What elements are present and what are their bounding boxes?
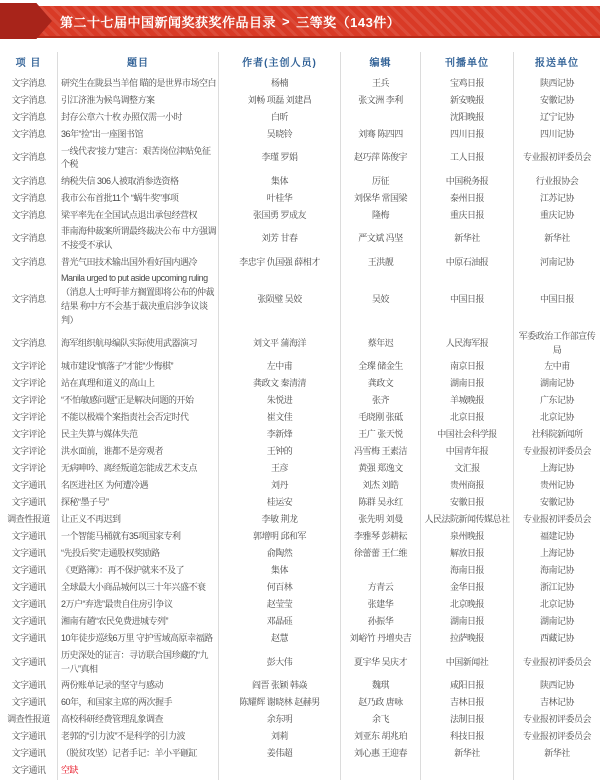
cell-title: 研究生在陇县当羊倌 瞄的是世界市场空白 bbox=[57, 76, 218, 93]
cell-authors: 姜伟超 bbox=[218, 746, 340, 763]
cell-publisher bbox=[420, 763, 513, 780]
cell-editors: 王兵 bbox=[340, 76, 420, 93]
cell-category: 文字通讯 bbox=[11, 582, 46, 593]
cell-submitter: 陕西记协 bbox=[513, 678, 600, 695]
cell-publisher: 湖南日报 bbox=[420, 614, 513, 631]
cell-authors: 张国勇 罗成友 bbox=[218, 207, 340, 224]
table-row bbox=[0, 190, 600, 207]
cell-authors: 李忠宇 仇国强 薛相才 bbox=[218, 254, 340, 271]
table-row bbox=[0, 563, 600, 580]
table-row bbox=[0, 254, 600, 271]
cell-editors: 冯雪梅 王素洁 bbox=[340, 444, 420, 461]
cell-submitter: 上海记协 bbox=[513, 461, 600, 478]
table-row bbox=[0, 678, 600, 695]
cell-publisher: 北京日报 bbox=[420, 410, 513, 427]
breadcrumb-current-page: 三等奖（143件） bbox=[296, 14, 401, 30]
cell-category: 文字通讯 bbox=[11, 680, 46, 691]
cell-title: 一线代表“接力”建言：艰苦岗位津贴免征个税 bbox=[57, 144, 218, 174]
cell-submitter: 福建记协 bbox=[513, 529, 600, 546]
cell-submitter: 社科院新闻所 bbox=[513, 427, 600, 444]
cell-category: 文字消息 bbox=[11, 175, 46, 186]
table-row bbox=[0, 597, 600, 614]
cell-authors: 崔文佳 bbox=[218, 410, 340, 427]
cell-title: 历史深处的证言：寻访联合国珍藏的“九一八”真相 bbox=[57, 648, 218, 678]
cell-editors: 方青云 bbox=[340, 580, 420, 597]
cell-editors: 陈群 吴永红 bbox=[340, 495, 420, 512]
cell-publisher: 重庆日报 bbox=[420, 207, 513, 224]
breadcrumb bbox=[60, 12, 400, 31]
cell-authors: 余东明 bbox=[218, 712, 340, 729]
cell-publisher: 中国日报 bbox=[420, 271, 513, 329]
cell-authors: 刘文平 蒲海洋 bbox=[218, 329, 340, 359]
cell-submitter: 湖南记协 bbox=[513, 376, 600, 393]
header-col-authors: 作者(主创人员) bbox=[218, 52, 340, 76]
cell-publisher: 中国税务报 bbox=[420, 173, 513, 190]
cell-editors: 徐蕾蕾 王仁维 bbox=[340, 546, 420, 563]
cell-title: 无病呻吟、离经叛道怎能成艺术支点 bbox=[57, 461, 218, 478]
cell-editors: 张先明 刘曼 bbox=[340, 512, 420, 529]
table-row bbox=[0, 93, 600, 110]
breadcrumb-separator: > bbox=[282, 13, 291, 29]
cell-submitter: 陕西记协 bbox=[513, 76, 600, 93]
cell-title: 10年徒步巡线6万里 守护雪域高原幸福路 bbox=[57, 631, 218, 648]
cell-category: 调查性报道 bbox=[7, 714, 50, 725]
cell-editors: 刘保华 常国梁 bbox=[340, 190, 420, 207]
cell-submitter: 行业报协会 bbox=[513, 173, 600, 190]
cell-category: 文字通讯 bbox=[11, 731, 46, 742]
cell-category: 文字通讯 bbox=[11, 497, 46, 508]
table-row bbox=[0, 207, 600, 224]
cell-editors: 刘亚东 胡兆珀 bbox=[340, 729, 420, 746]
table-row bbox=[0, 478, 600, 495]
cell-title: 一个智能马桶就有35项国家专利 bbox=[57, 529, 218, 546]
cell-submitter: 上海记协 bbox=[513, 546, 600, 563]
cell-title: 站在真理和道义的高山上 bbox=[57, 376, 218, 393]
cell-authors: 邓晶砡 bbox=[218, 614, 340, 631]
cell-editors: 赵乃政 唐咏 bbox=[340, 695, 420, 712]
cell-title: 空缺 bbox=[57, 763, 218, 780]
table-row bbox=[0, 427, 600, 444]
cell-category: 文字消息 bbox=[11, 256, 46, 267]
cell-authors bbox=[218, 763, 340, 780]
cell-publisher: 人民海军报 bbox=[420, 329, 513, 359]
cell-submitter: 北京记协 bbox=[513, 597, 600, 614]
cell-submitter: 安徽记协 bbox=[513, 93, 600, 110]
cell-category: 文字评论 bbox=[11, 412, 46, 423]
cell-authors: 李新烽 bbox=[218, 427, 340, 444]
header-col-submitter: 报送单位 bbox=[513, 52, 600, 76]
cell-authors: 刘畅 项磊 刘建昌 bbox=[218, 93, 340, 110]
cell-publisher: 拉萨晚报 bbox=[420, 631, 513, 648]
table-row bbox=[0, 127, 600, 144]
cell-submitter: 浙江记协 bbox=[513, 580, 600, 597]
cell-category: 文字评论 bbox=[11, 378, 46, 389]
cell-title: 纳税失信 306人被取消参选资格 bbox=[57, 173, 218, 190]
cell-category: 文字消息 bbox=[11, 192, 46, 203]
cell-title: 《更路簿》：再不保护就来不及了 bbox=[57, 563, 218, 580]
cell-editors: 严文斌 冯坚 bbox=[340, 224, 420, 254]
cell-authors: 白昕 bbox=[218, 110, 340, 127]
cell-editors: 龚政文 bbox=[340, 376, 420, 393]
table-row bbox=[0, 763, 600, 780]
cell-submitter: 辽宁记协 bbox=[513, 110, 600, 127]
cell-authors: 龚政文 秦清清 bbox=[218, 376, 340, 393]
cell-title: 菲南海仲裁案所谓最终裁决公布 中方强调不接受不承认 bbox=[57, 224, 218, 254]
cell-category: 文字通讯 bbox=[11, 697, 46, 708]
table-row bbox=[0, 729, 600, 746]
cell-title: 老郭的“引力波”不是科学的引力波 bbox=[57, 729, 218, 746]
cell-authors: 集体 bbox=[218, 563, 340, 580]
cell-publisher: 南京日报 bbox=[420, 359, 513, 376]
cell-authors: 杨楠 bbox=[218, 76, 340, 93]
cell-editors: 蔡年迟 bbox=[340, 329, 420, 359]
cell-publisher: 中国青年报 bbox=[420, 444, 513, 461]
cell-editors: 隆梅 bbox=[340, 207, 420, 224]
cell-title: Manila urged to put aside upcoming ruling（消息人士呼吁菲方搁置即将公布的仲裁结果 称中方不会基于裁决重启涉争议谈判） bbox=[57, 271, 218, 329]
cell-title: （脱贫攻坚）记者手记：羊小平砸缸 bbox=[57, 746, 218, 763]
header-col-editors: 编辑 bbox=[340, 52, 420, 76]
cell-submitter: 安徽记协 bbox=[513, 495, 600, 512]
table-row bbox=[0, 376, 600, 393]
cell-title: 不能以极端个案指责社会否定时代 bbox=[57, 410, 218, 427]
cell-submitter: 专业报初评委员会 bbox=[513, 729, 600, 746]
cell-publisher: 新安晚报 bbox=[420, 93, 513, 110]
table-row bbox=[0, 329, 600, 359]
cell-title: “不怕敏感问题”正是解决问题的开始 bbox=[57, 393, 218, 410]
cell-editors: 赵巧萍 陈俊宇 bbox=[340, 144, 420, 174]
table-row bbox=[0, 461, 600, 478]
cell-publisher: 咸阳日报 bbox=[420, 678, 513, 695]
cell-authors: 刘芳 甘春 bbox=[218, 224, 340, 254]
cell-editors: 张建华 bbox=[340, 597, 420, 614]
cell-publisher: 新华社 bbox=[420, 224, 513, 254]
cell-title: 城市建设“慎落子”才能“少悔棋” bbox=[57, 359, 218, 376]
cell-editors bbox=[340, 110, 420, 127]
cell-category: 文字通讯 bbox=[11, 599, 46, 610]
cell-title: 名医进社区 为何遭冷遇 bbox=[57, 478, 218, 495]
table-row bbox=[0, 695, 600, 712]
table-row bbox=[0, 712, 600, 729]
header-col-category: 项 目 bbox=[15, 58, 42, 69]
cell-submitter: 四川记协 bbox=[513, 127, 600, 144]
cell-submitter: 中国日报 bbox=[513, 271, 600, 329]
cell-category: 文字消息 bbox=[11, 337, 46, 348]
cell-authors: 赵慧 bbox=[218, 631, 340, 648]
table-row bbox=[0, 224, 600, 254]
cell-title: 普光气田技术输出国外看好国内遇冷 bbox=[57, 254, 218, 271]
cell-title: 引江济淮为候鸟调整方案 bbox=[57, 93, 218, 110]
table-row bbox=[0, 631, 600, 648]
cell-submitter: 河南记协 bbox=[513, 254, 600, 271]
cell-submitter: 吉林记协 bbox=[513, 695, 600, 712]
cell-category: 文字通讯 bbox=[11, 765, 46, 776]
cell-category: 文字通讯 bbox=[11, 480, 46, 491]
table-row bbox=[0, 173, 600, 190]
cell-authors: 朱悦进 bbox=[218, 393, 340, 410]
cell-title: 海军组织航母编队实际使用武器演习 bbox=[57, 329, 218, 359]
cell-publisher: 中原石油报 bbox=[420, 254, 513, 271]
cell-editors: 全璨 储金生 bbox=[340, 359, 420, 376]
table-row bbox=[0, 76, 600, 93]
cell-editors: 孙振华 bbox=[340, 614, 420, 631]
table-header-row bbox=[0, 52, 600, 76]
cell-submitter: 专业报初评委员会 bbox=[513, 144, 600, 174]
cell-title: 让正义不再迟到 bbox=[57, 512, 218, 529]
table-row bbox=[0, 580, 600, 597]
header-col-publisher: 刊播单位 bbox=[420, 52, 513, 76]
cell-authors: 郭增明 邱和军 bbox=[218, 529, 340, 546]
table-row bbox=[0, 444, 600, 461]
cell-title: 两份账单记录的坚守与感动 bbox=[57, 678, 218, 695]
cell-authors: 集体 bbox=[218, 173, 340, 190]
cell-publisher: 沈阳晚报 bbox=[420, 110, 513, 127]
cell-title: 探秘“墨子号” bbox=[57, 495, 218, 512]
cell-publisher: 吉林日报 bbox=[420, 695, 513, 712]
cell-category: 文字通讯 bbox=[11, 748, 46, 759]
cell-category: 文字消息 bbox=[11, 233, 46, 244]
cell-publisher: 新华社 bbox=[420, 746, 513, 763]
cell-publisher: 中国新闻社 bbox=[420, 648, 513, 678]
cell-title: 全球最大小商品城何以三十年兴盛不衰 bbox=[57, 580, 218, 597]
cell-editors: 夏宇华 吴庆才 bbox=[340, 648, 420, 678]
cell-authors: 刘丹 bbox=[218, 478, 340, 495]
cell-authors: 左中甫 bbox=[218, 359, 340, 376]
table-row bbox=[0, 529, 600, 546]
cell-editors: 刘骞 陈四四 bbox=[340, 127, 420, 144]
cell-publisher: 贵州商报 bbox=[420, 478, 513, 495]
table-row bbox=[0, 495, 600, 512]
cell-category: 文字消息 bbox=[11, 129, 46, 140]
cell-publisher: 泉州晚报 bbox=[420, 529, 513, 546]
cell-publisher: 解放日报 bbox=[420, 546, 513, 563]
cell-submitter: 专业报初评委员会 bbox=[513, 444, 600, 461]
cell-submitter: 专业报初评委员会 bbox=[513, 712, 600, 729]
cell-publisher: 北京晚报 bbox=[420, 597, 513, 614]
cell-editors: 刘心惠 王迎春 bbox=[340, 746, 420, 763]
cell-category: 调查性报道 bbox=[7, 514, 50, 525]
cell-editors: 刘杰 刘皓 bbox=[340, 478, 420, 495]
cell-submitter: 新华社 bbox=[513, 224, 600, 254]
cell-publisher: 宝鸡日报 bbox=[420, 76, 513, 93]
cell-editors: 李雅琴 彭耕耘 bbox=[340, 529, 420, 546]
cell-category: 文字通讯 bbox=[11, 531, 46, 542]
cell-category: 文字消息 bbox=[11, 95, 46, 106]
cell-category: 文字消息 bbox=[11, 78, 46, 89]
cell-category: 文字评论 bbox=[11, 463, 46, 474]
cell-editors: 黄强 郑逸文 bbox=[340, 461, 420, 478]
cell-category: 文字评论 bbox=[11, 395, 46, 406]
cell-authors: 何百林 bbox=[218, 580, 340, 597]
cell-category: 文字通讯 bbox=[11, 656, 46, 667]
cell-authors: 叶桂华 bbox=[218, 190, 340, 207]
cell-title: 高校科研经费管理乱象调查 bbox=[57, 712, 218, 729]
cell-editors: 张文洲 李利 bbox=[340, 93, 420, 110]
cell-authors: 吴晓铃 bbox=[218, 127, 340, 144]
cell-authors: 俞陶然 bbox=[218, 546, 340, 563]
cell-submitter: 西藏记协 bbox=[513, 631, 600, 648]
cell-title: “先投后奖”走通股权奖励路 bbox=[57, 546, 218, 563]
table-row bbox=[0, 271, 600, 329]
cell-authors: 陈耀辉 谢晓林 赵赫男 bbox=[218, 695, 340, 712]
cell-publisher: 泰州日报 bbox=[420, 190, 513, 207]
cell-publisher: 金华日报 bbox=[420, 580, 513, 597]
cell-category: 文字评论 bbox=[11, 361, 46, 372]
cell-publisher: 中国社会科学报 bbox=[420, 427, 513, 444]
cell-submitter: 左中甫 bbox=[513, 359, 600, 376]
table-body bbox=[0, 76, 600, 780]
cell-category: 文字评论 bbox=[11, 429, 46, 440]
cell-publisher: 文汇报 bbox=[420, 461, 513, 478]
cell-submitter: 广东记协 bbox=[513, 393, 600, 410]
cell-title: 2万户“弃选”最贵自住房引争议 bbox=[57, 597, 218, 614]
table-row bbox=[0, 359, 600, 376]
cell-authors: 李敏 荆龙 bbox=[218, 512, 340, 529]
cell-title: 36年“捡”出一座图书馆 bbox=[57, 127, 218, 144]
cell-submitter: 重庆记协 bbox=[513, 207, 600, 224]
cell-title: 封存公章六十枚 办照仅需一小时 bbox=[57, 110, 218, 127]
cell-publisher: 湖南日报 bbox=[420, 376, 513, 393]
table-row bbox=[0, 110, 600, 127]
title-banner bbox=[0, 6, 600, 38]
cell-submitter: 湖南记协 bbox=[513, 614, 600, 631]
header-col-title: 题目 bbox=[57, 52, 218, 76]
table-row bbox=[0, 746, 600, 763]
cell-submitter: 新华社 bbox=[513, 746, 600, 763]
table-row bbox=[0, 546, 600, 563]
cell-authors: 赵莹莹 bbox=[218, 597, 340, 614]
cell-publisher: 工人日报 bbox=[420, 144, 513, 174]
cell-publisher: 海南日报 bbox=[420, 563, 513, 580]
banner-ribbon-icon bbox=[0, 3, 52, 39]
table-row bbox=[0, 648, 600, 678]
cell-submitter: 贵州记协 bbox=[513, 478, 600, 495]
cell-title: 民主失算与媒体失范 bbox=[57, 427, 218, 444]
cell-authors: 李瑾 罗娟 bbox=[218, 144, 340, 174]
breadcrumb-directory-link[interactable]: 第二十七届中国新闻奖获奖作品目录 bbox=[60, 14, 277, 30]
cell-editors: 魏琪 bbox=[340, 678, 420, 695]
cell-title: 梁平率先在全国试点退出承包经营权 bbox=[57, 207, 218, 224]
cell-title: 我市公布首批11个 “蜗牛奖”事项 bbox=[57, 190, 218, 207]
cell-authors: 阎晋 张颖 韩焱 bbox=[218, 678, 340, 695]
cell-editors: 张齐 bbox=[340, 393, 420, 410]
cell-category: 文字通讯 bbox=[11, 633, 46, 644]
table-row bbox=[0, 614, 600, 631]
cell-category: 文字评论 bbox=[11, 446, 46, 457]
cell-title: 洪水面前，谁都不是旁观者 bbox=[57, 444, 218, 461]
cell-publisher: 四川日报 bbox=[420, 127, 513, 144]
cell-editors bbox=[340, 763, 420, 780]
cell-publisher: 科技日报 bbox=[420, 729, 513, 746]
cell-authors: 王钟的 bbox=[218, 444, 340, 461]
cell-editors: 吴姣 bbox=[340, 271, 420, 329]
cell-category: 文字消息 bbox=[11, 112, 46, 123]
cell-publisher: 法制日报 bbox=[420, 712, 513, 729]
cell-authors: 张陨璧 吴姣 bbox=[218, 271, 340, 329]
cell-submitter: 专业报初评委员会 bbox=[513, 648, 600, 678]
cell-category: 文字消息 bbox=[11, 152, 46, 163]
cell-submitter: 军委政治工作部宣传局 bbox=[513, 329, 600, 359]
cell-category: 文字消息 bbox=[11, 294, 46, 305]
page-header bbox=[0, 6, 600, 36]
cell-category: 文字通讯 bbox=[11, 616, 46, 627]
cell-publisher: 人民法院新闻传媒总社 bbox=[420, 512, 513, 529]
cell-title: 湘南有趟“农民免费进城专列” bbox=[57, 614, 218, 631]
table-row bbox=[0, 512, 600, 529]
cell-editors bbox=[340, 563, 420, 580]
cell-editors: 王广 张天悦 bbox=[340, 427, 420, 444]
cell-authors: 桂运安 bbox=[218, 495, 340, 512]
cell-authors: 彭大伟 bbox=[218, 648, 340, 678]
cell-publisher: 羊城晚报 bbox=[420, 393, 513, 410]
cell-editors: 余飞 bbox=[340, 712, 420, 729]
cell-editors: 王洪靓 bbox=[340, 254, 420, 271]
cell-authors: 刘莉 bbox=[218, 729, 340, 746]
cell-publisher: 安徽日报 bbox=[420, 495, 513, 512]
cell-title: 60年，和国家主席的两次握手 bbox=[57, 695, 218, 712]
cell-category: 文字消息 bbox=[11, 209, 46, 220]
awards-table bbox=[0, 52, 600, 780]
cell-submitter: 海南记协 bbox=[513, 563, 600, 580]
cell-editors: 刘峪竹 丹增央吉 bbox=[340, 631, 420, 648]
cell-category: 文字通讯 bbox=[11, 548, 46, 559]
cell-editors: 毛晓刚 张砥 bbox=[340, 410, 420, 427]
cell-submitter: 江苏记协 bbox=[513, 190, 600, 207]
cell-authors: 王彦 bbox=[218, 461, 340, 478]
table-row bbox=[0, 410, 600, 427]
table-row bbox=[0, 393, 600, 410]
cell-editors: 厉征 bbox=[340, 173, 420, 190]
cell-submitter: 专业报初评委员会 bbox=[513, 512, 600, 529]
cell-submitter bbox=[513, 763, 600, 780]
cell-category: 文字通讯 bbox=[11, 565, 46, 576]
table-row bbox=[0, 144, 600, 174]
cell-submitter: 北京记协 bbox=[513, 410, 600, 427]
